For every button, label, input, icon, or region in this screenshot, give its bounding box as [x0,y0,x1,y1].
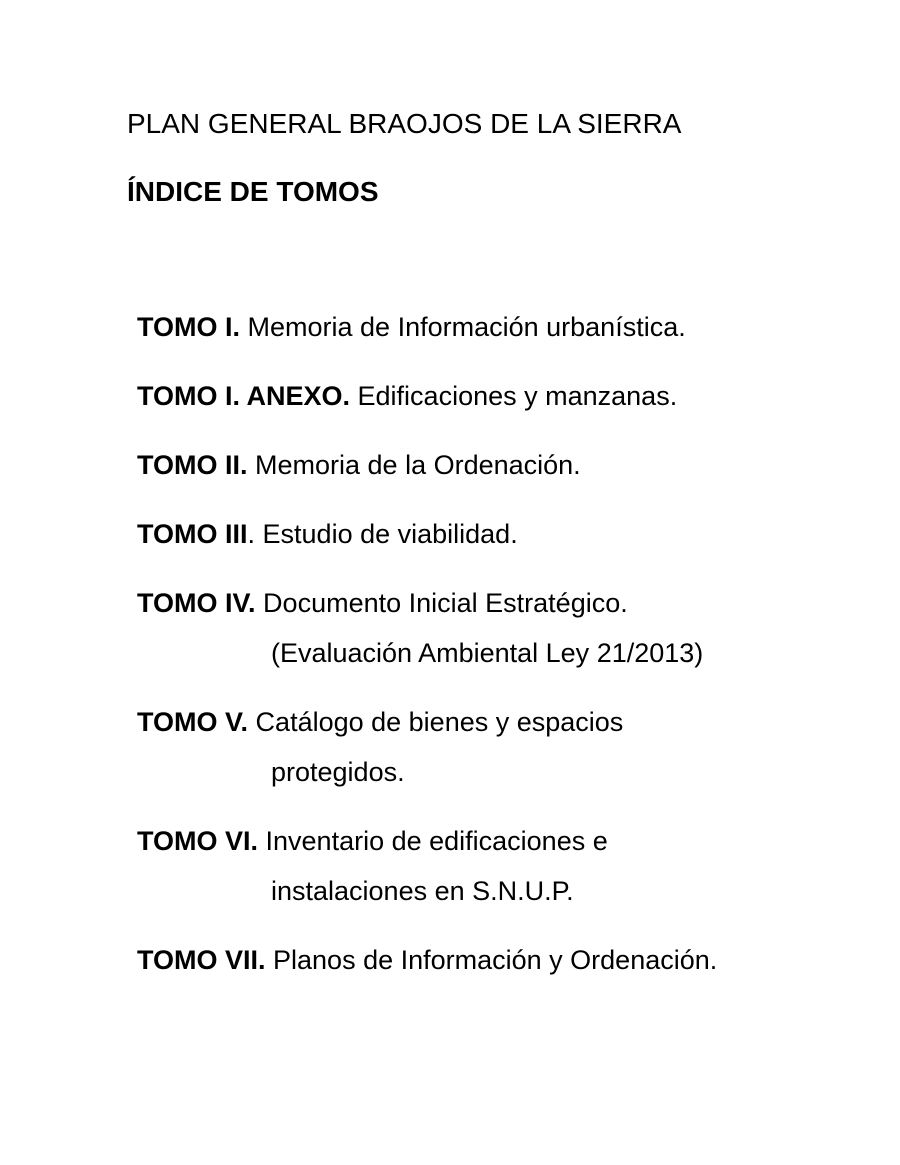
page-title: PLAN GENERAL BRAOJOS DE LA SIERRA [127,108,682,139]
volume-description: Planos de Información y Ordenación. [265,945,718,975]
volume-description: Estudio de viabilidad. [255,519,518,549]
volume-description-continuation: protegidos. [271,757,405,787]
volume-entry-tomo-i-anexo [137,379,877,414]
volume-label-suffix: . [247,519,256,549]
volume-line [137,705,877,740]
volume-label: TOMO I. ANEXO. [137,381,351,411]
volume-line [137,824,877,859]
volume-label: TOMO VI. [137,826,259,856]
volume-entry-tomo-vi [137,824,877,909]
volume-description: Memoria de Información urbanística. [240,312,686,342]
volume-description: Catálogo de bienes y espacios [248,707,624,737]
volume-description: Memoria de la Ordenación. [247,450,581,480]
volume-line [137,448,877,483]
volume-label: TOMO V. [137,707,249,737]
volume-label: TOMO I. [137,312,241,342]
volume-entry-tomo-iv [137,586,877,671]
volume-list [137,310,877,1012]
volume-label: TOMO III [137,519,248,549]
volume-description: Inventario de edificaciones e [258,826,608,856]
volume-description: Documento Inicial Estratégico. [255,588,628,618]
volume-label: TOMO VII. [137,945,266,975]
volume-entry-tomo-v [137,705,877,790]
volume-entry-tomo-i [137,310,877,345]
volume-description: Edificaciones y manzanas. [350,381,678,411]
volume-entry-tomo-ii [137,448,877,483]
volume-entry-tomo-vii [137,943,877,978]
volume-line [137,517,877,552]
volume-description-continuation: (Evaluación Ambiental Ley 21/2013) [271,638,704,668]
volume-line [137,943,877,978]
volume-description-continuation: instalaciones en S.N.U.P. [271,876,574,906]
volume-label: TOMO II. [137,450,248,480]
volume-entry-tomo-iii [137,517,877,552]
index-heading: ÍNDICE DE TOMOS [127,176,379,207]
volume-line [137,586,877,621]
volume-label: TOMO IV. [137,588,256,618]
volume-line [137,379,877,414]
volume-line [137,310,877,345]
